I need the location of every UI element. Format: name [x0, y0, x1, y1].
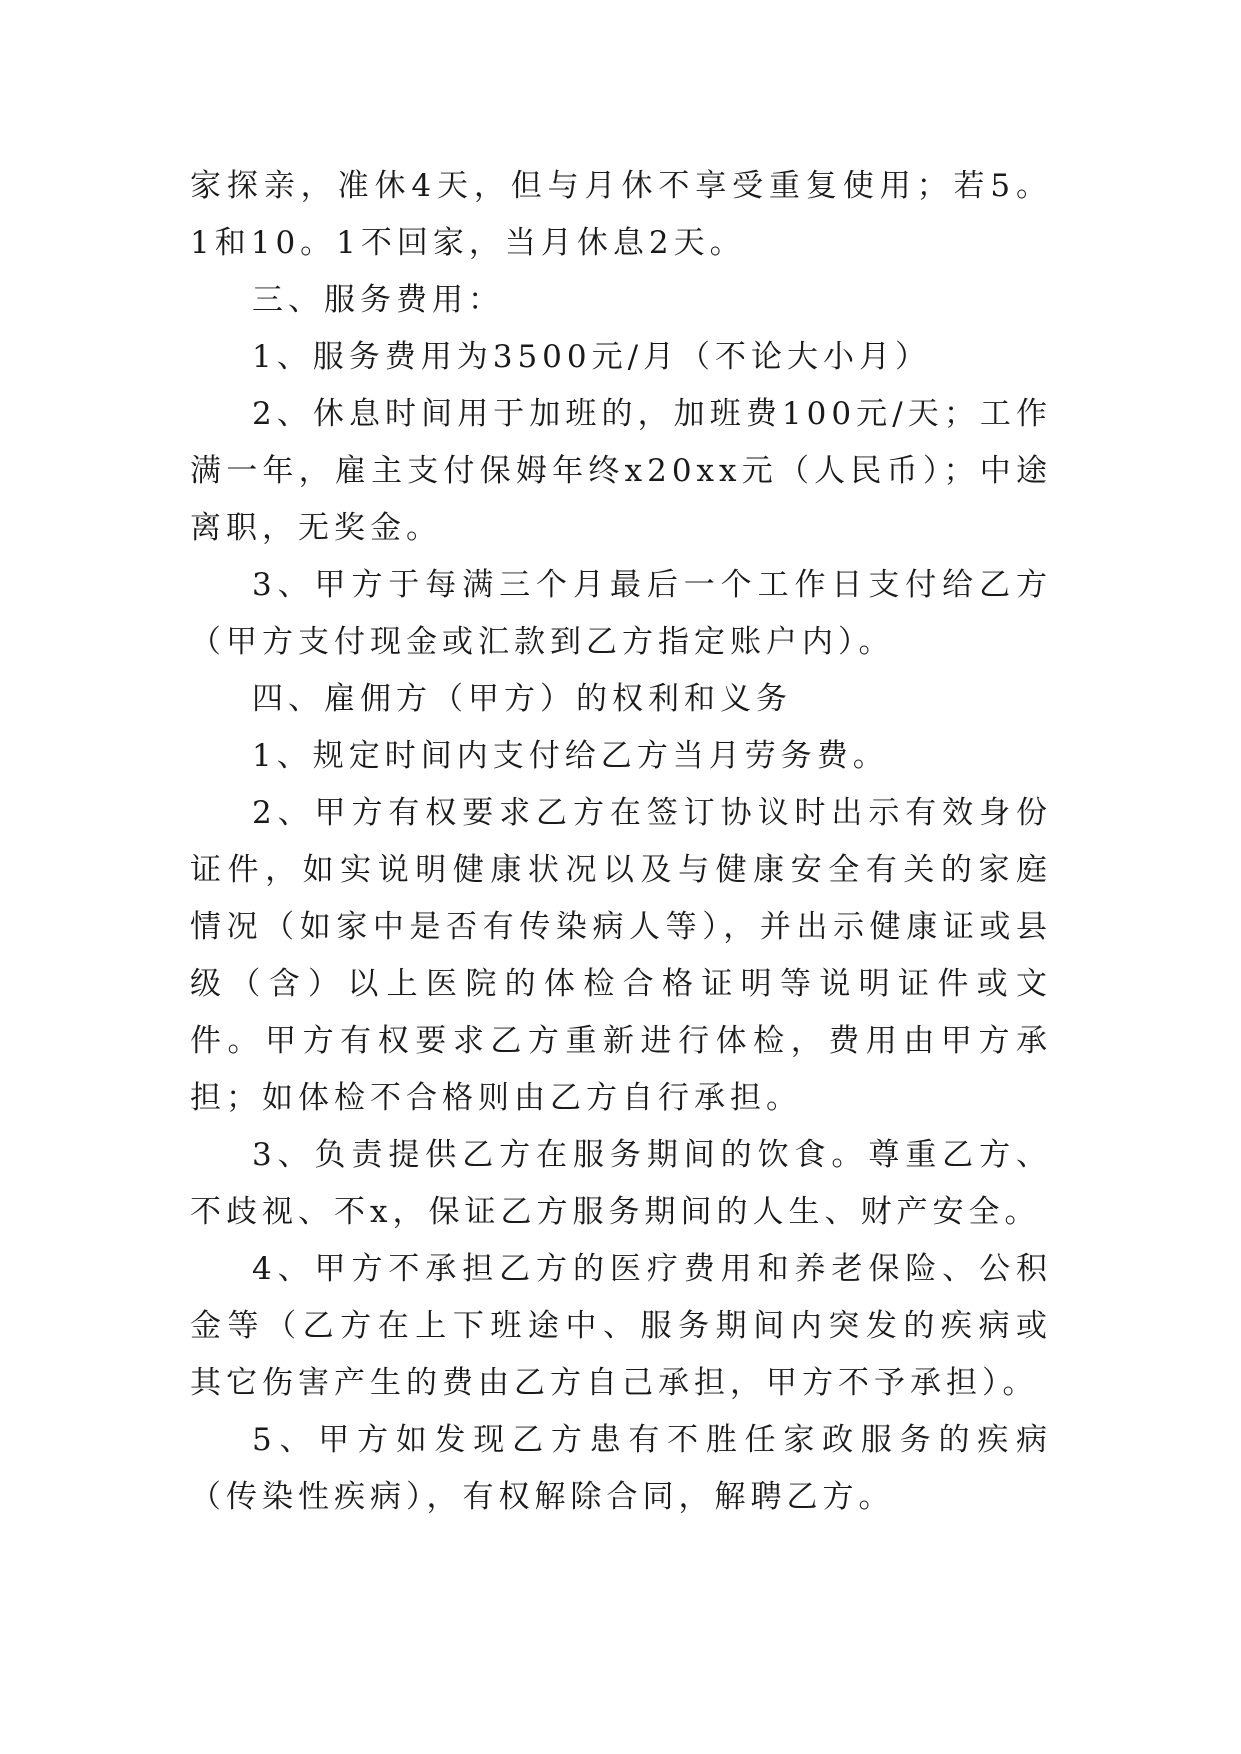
paragraph-overtime: 2、休息时间用于加班的，加班费100元/天；工作满一年，雇主支付保姆年终x20xx元（人民币）；中途离职，无奖金。 — [190, 396, 1052, 546]
paragraph-payment-schedule: 3、甲方于每满三个月最后一个工作日支付给乙方（甲方支付现金或汇款到乙方指定账户内）。 — [190, 567, 1052, 660]
paragraph-employer-meals: 3、负责提供乙方在服务期间的饮食。尊重乙方、不歧视、不x，保证乙方服务期间的人生、财产安全。 — [190, 1137, 1052, 1230]
paragraph-continuation: 家探亲，准休4天，但与月休不享受重复使用；若5。1和10。1不回家，当月休息2天。 — [190, 168, 1052, 261]
section-heading-employer-rights: 四、雇佣方（甲方）的权利和义务 — [252, 681, 792, 717]
paragraph-employer-health-check: 2、甲方有权要求乙方在签订协议时出示有效身份证件，如实说明健康状况以及与健康安全有关的家庭情况（如家中是否有传染病人等），并出示健康证或县级（含）以上医院的体检合格证明等说明证件或文件。甲方有权要求乙方重新进行体检，费用由甲方承担；如体检不合格则由乙方自行承担。 — [190, 795, 1052, 1116]
section-heading-service-fee: 三、服务费用： — [252, 282, 504, 318]
paragraph-employer-insurance: 4、甲方不承担乙方的医疗费用和养老保险、公积金等（乙方在上下班途中、服务期间内突发的疾病或其它伤害产生的费由乙方自己承担，甲方不予承担）。 — [190, 1251, 1052, 1401]
paragraph-fee-amount: 1、服务费用为3500元/月（不论大小月） — [252, 339, 932, 375]
paragraph-employer-pay: 1、规定时间内支付给乙方当月劳务费。 — [252, 738, 889, 774]
document-body — [190, 158, 1052, 1526]
paragraph-employer-termination: 5、甲方如发现乙方患有不胜任家政服务的疾病（传染性疾病），有权解除合同，解聘乙方。 — [190, 1422, 1052, 1515]
